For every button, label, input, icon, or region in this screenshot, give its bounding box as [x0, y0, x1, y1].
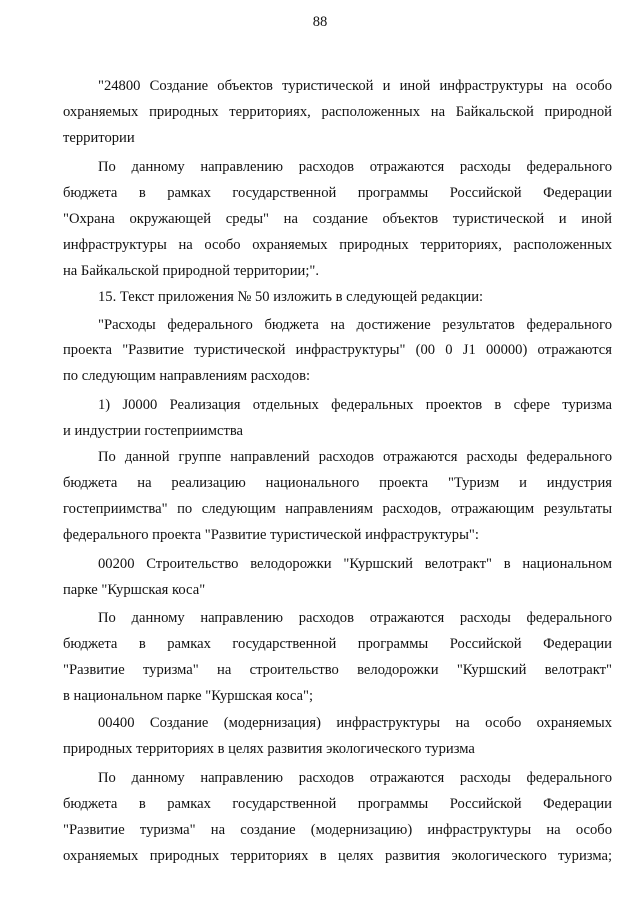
text-line: По данной группе направлений расходов отражаются расходы федерального	[98, 449, 612, 465]
text-line: проекта "Развитие туристической инфраструктуры" (00 0 J1 00000) отражаются	[63, 342, 612, 358]
text-line: бюджета в рамках государственной программы Российской Федерации	[63, 796, 612, 812]
text-line: "24800 Создание объектов туристической и иной инфраструктуры на особо	[98, 78, 612, 94]
text-line: по следующим направлениям расходов:	[63, 368, 311, 384]
text-line: 15. Текст приложения № 50 изложить в следующей редакции:	[98, 289, 484, 305]
text-line: территории	[63, 130, 135, 146]
text-line: По данному направлению расходов отражаются расходы федерального	[98, 159, 612, 175]
text-line: на Байкальской природной территории;".	[63, 263, 319, 279]
text-line: бюджета в рамках государственной программы Российской Федерации	[63, 185, 612, 201]
text-line: "Развитие туризма" на строительство велодорожки "Куршский велотракт"	[63, 662, 612, 678]
text-line: бюджета в рамках государственной программы Российской Федерации	[63, 636, 612, 652]
text-line: "Расходы федерального бюджета на достижение результатов федерального	[98, 317, 612, 333]
page-number: 88	[312, 14, 328, 30]
text-line: охраняемых природных территориях, расположенных на Байкальской природной	[63, 104, 612, 120]
text-line: инфраструктуры на особо охраняемых природных территориях, расположенных	[63, 237, 612, 253]
text-line: парке "Куршская коса"	[63, 582, 206, 598]
text-line: бюджета на реализацию национального проекта "Туризм и индустрия	[63, 475, 612, 491]
text-line: По данному направлению расходов отражаются расходы федерального	[98, 610, 612, 626]
text-line: 00200 Строительство велодорожки "Куршский велотракт" в национальном	[98, 556, 612, 572]
text-line: и индустрии гостеприимства	[63, 423, 244, 439]
text-line: природных территориях в целях развития экологического туризма	[63, 741, 475, 757]
text-line: в национальном парке "Куршская коса";	[63, 688, 314, 704]
text-line: "Охрана окружающей среды" на создание объектов туристической и иной	[63, 211, 612, 227]
text-line: По данному направлению расходов отражаются расходы федерального	[98, 770, 612, 786]
text-line: 00400 Создание (модернизация) инфраструктуры на особо охраняемых	[98, 715, 612, 731]
text-line: охраняемых природных территориях в целях развития экологического туризма;	[63, 848, 612, 864]
text-line: гостеприимства" по следующим направлениям расходов, отражающим результаты	[63, 501, 612, 517]
text-line: федерального проекта "Развитие туристической инфраструктуры":	[63, 527, 479, 543]
text-line: 1) J0000 Реализация отдельных федеральных проектов в сфере туризма	[98, 397, 612, 413]
text-line: "Развитие туризма" на создание (модернизацию) инфраструктуры на особо	[63, 822, 612, 838]
